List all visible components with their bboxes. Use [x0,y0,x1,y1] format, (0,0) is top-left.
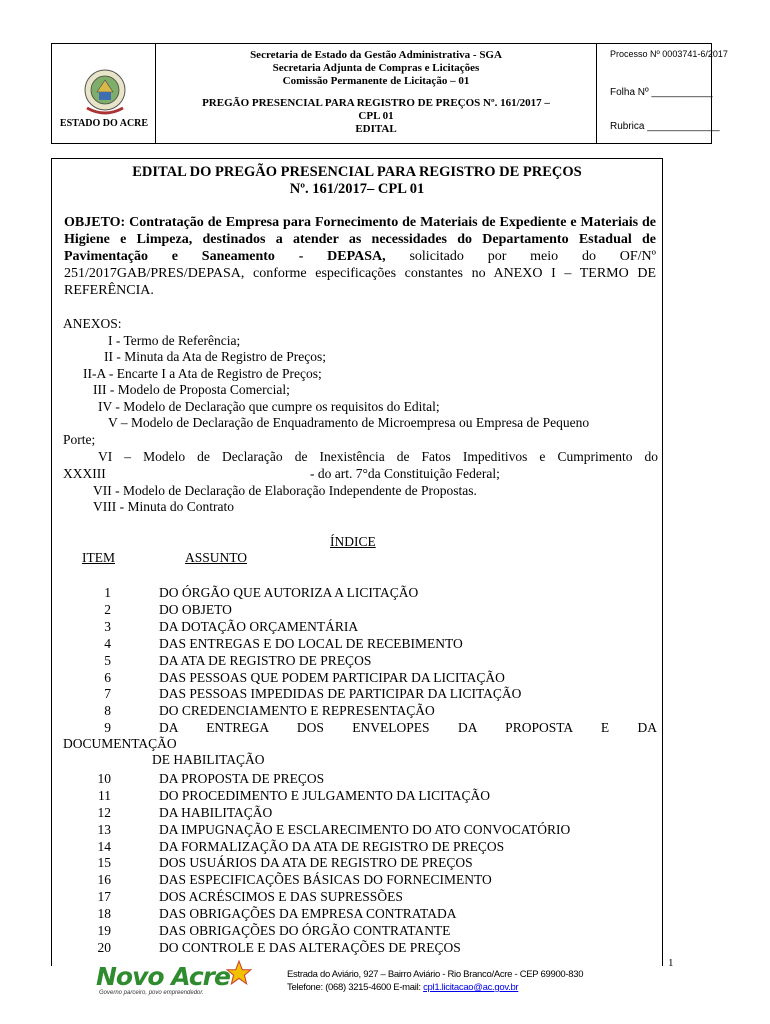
header-line-2: Secretaria Adjunta de Compras e Licitações [272,62,480,74]
indice-item-number: 13 [97,821,111,837]
indice-item-number: 20 [97,939,111,955]
edital-title-line-1: EDITAL DO PREGÃO PRESENCIAL PARA REGISTRO DE PREÇOS [132,164,582,180]
document-header [51,43,728,144]
folha-field: Folha Nº ___________ [610,87,713,98]
coat-of-arms-icon [83,68,127,116]
process-number: Processo Nº 0003741-6/2017 [610,49,728,59]
indice-item-text: DAS ENTREGAS E DO LOCAL DE RECEBIMENTO [159,635,463,651]
indice-item-number: 10 [97,770,111,786]
indice-item-number: 5 [104,652,111,668]
star-icon [226,960,252,986]
header-process-cell [597,44,728,143]
indice-item-text: DOS ACRÉSCIMOS E DAS SUPRESSÕES [159,889,403,905]
indice-item-9-cont-2: DE HABILITAÇÃO [152,752,265,767]
indice-col-assunto: ASSUNTO [185,550,248,565]
rubrica-field: Rubrica _____________ [610,121,720,132]
page-number: 1 [668,957,674,969]
indice-item-number: 15 [97,855,111,871]
anexo-vi: VI – Modelo de Declaração de Inexistência de Fatos Impeditivos e Cumprimento do [98,449,658,464]
anexo-vii: VII - Modelo de Declaração de Elaboração Independente de Propostas. [93,483,477,498]
header-line-4: PREGÃO PRESENCIAL PARA REGISTRO DE PREÇOS Nº. 161/2017 – [202,97,550,109]
footer-contact [287,982,518,993]
indice-item-text: DO PROCEDIMENTO E JULGAMENTO DA LICITAÇÃO [159,787,491,803]
footer-phone: Telefone: (068) 3215-4600 E-mail: [287,982,421,993]
indice-item-number: 7 [104,686,111,702]
anexo-viii: VIII - Minuta do Contrato [93,499,234,514]
header-line-5: CPL 01 [358,110,394,122]
indice-item-number: 3 [104,618,111,634]
indice-item-text: DO CREDENCIAMENTO E REPRESENTAÇÃO [159,703,435,719]
state-label: ESTADO DO ACRE [59,118,149,129]
indice-item-number: 12 [97,804,111,820]
indice-item-number: 18 [97,906,111,922]
anexo-v-cont: Porte; [63,432,96,447]
indice-item-text: DA PROPOSTA DE PREÇOS [159,770,325,786]
novo-acre-logo [96,962,246,1000]
header-seal-cell [52,44,156,143]
anexo-ii: II - Minuta da Ata de Registro de Preços; [104,349,326,364]
anexo-iv: IV - Modelo de Declaração que cumpre os requisitos do Edital; [98,399,440,414]
indice-item-text: DAS PESSOAS IMPEDIDAS DE PARTICIPAR DA LICITAÇÃO [159,686,522,702]
indice-item-number: 14 [97,838,111,854]
indice-item-text: DA HABILITAÇÃO [159,804,273,820]
indice-item-number: 11 [98,787,111,803]
indice-item-number: 9 [104,720,111,736]
indice-item-text: DA IMPUGNAÇÃO E ESCLARECIMENTO DO ATO CONVOCATÓRIO [159,821,571,837]
header-title-cell [156,44,597,143]
logo-tagline: Governo parceiro, povo empreendedor. [99,990,204,996]
footer-email-link[interactable]: cpl1.licitacao@ac.gov.br [423,982,519,993]
indice-item-9-cont-1: DOCUMENTAÇÃO [63,736,177,751]
indice-item-text: DAS ESPECIFICAÇÕES BÁSICAS DO FORNECIMENTO [159,872,492,888]
indice-item-text: DA DOTAÇÃO ORÇAMENTÁRIA [159,618,359,634]
indice-item-number: 8 [104,703,111,719]
indice-item-number: 16 [97,872,111,888]
indice-item-text: DA ATA DE REGISTRO DE PREÇOS [159,652,372,668]
anexo-v: V – Modelo de Declaração de Enquadramento de Microempresa ou Empresa de Pequeno [108,415,590,430]
indice-item-text: DOS USUÁRIOS DA ATA DE REGISTRO DE PREÇOS [159,855,473,871]
edital-title [52,164,662,198]
header-line-6: EDITAL [355,123,397,135]
footer-address: Estrada do Aviário, 927 – Bairro Aviário - Rio Branco/Acre - CEP 69900-830 [287,969,584,980]
anexo-iia: II-A - Encarte I a Ata de Registro de Preços; [83,366,322,381]
indice-item-text: DO CONTROLE E DAS ALTERAÇÕES DE PREÇOS [159,939,461,955]
indice-item-number: 4 [104,635,111,651]
indice-heading: ÍNDICE [330,534,376,549]
anexo-i: I - Termo de Referência; [108,333,241,348]
indice-item-number: 2 [104,601,111,617]
indice-item-number: 17 [97,889,111,905]
objeto-paragraph [64,214,656,299]
edital-title-line-2: Nº. 161/2017– CPL 01 [289,181,425,197]
anexos-heading: ANEXOS: [63,316,122,331]
anexo-iii: III - Modelo de Proposta Comercial; [93,382,290,397]
indice-item-text: DA FORMALIZAÇÃO DA ATA DE REGISTRO DE PREÇOS [159,838,505,854]
header-line-3: Comissão Permanente de Licitação – 01 [282,75,470,87]
indice-item-number: 19 [97,923,111,938]
indice-item-number: 6 [104,669,111,685]
indice-item-number: 1 [104,585,111,600]
objeto-bold: OBJETO: Contratação de Empresa para Fornecimento de Materiais de Expediente e Materiais de Higiene e Limpeza, destinados a atender as necessidades do Departamento Estadual de Pavimentação e Saneamento - DEPASA, [64,215,656,264]
objeto-rest: solicitado por meio do OF/Nº 251/2017GAB/PRES/DEPASA, conforme especificações constantes no ANEXO I – TERMO DE REFERÊNCIA. [64,249,657,298]
indice-item-text: DAS PESSOAS QUE PODEM PARTICIPAR DA LICITAÇÃO [159,669,505,685]
indice-item-text: DAS OBRIGAÇÕES DO ÓRGÃO CONTRATANTE [159,923,451,938]
logo-text: Novo Acre [96,962,230,991]
indice-item-text: DO ÓRGÃO QUE AUTORIZA A LICITAÇÃO [159,585,419,600]
header-line-1: Secretaria de Estado da Gestão Administrativa - SGA [250,49,502,61]
indice-item-text: DO OBJETO [159,601,232,617]
indice-item-text: DA ENTREGA DOS ENVELOPES DA PROPOSTA E DA [159,720,657,736]
indice-col-item: ITEM [82,550,115,565]
anexo-vi-cont-b: - do art. 7°da Constituição Federal; [310,466,500,481]
indice-item-text: DAS OBRIGAÇÕES DA EMPRESA CONTRATADA [159,906,457,922]
anexo-vi-cont-a: XXXIII [63,466,106,481]
